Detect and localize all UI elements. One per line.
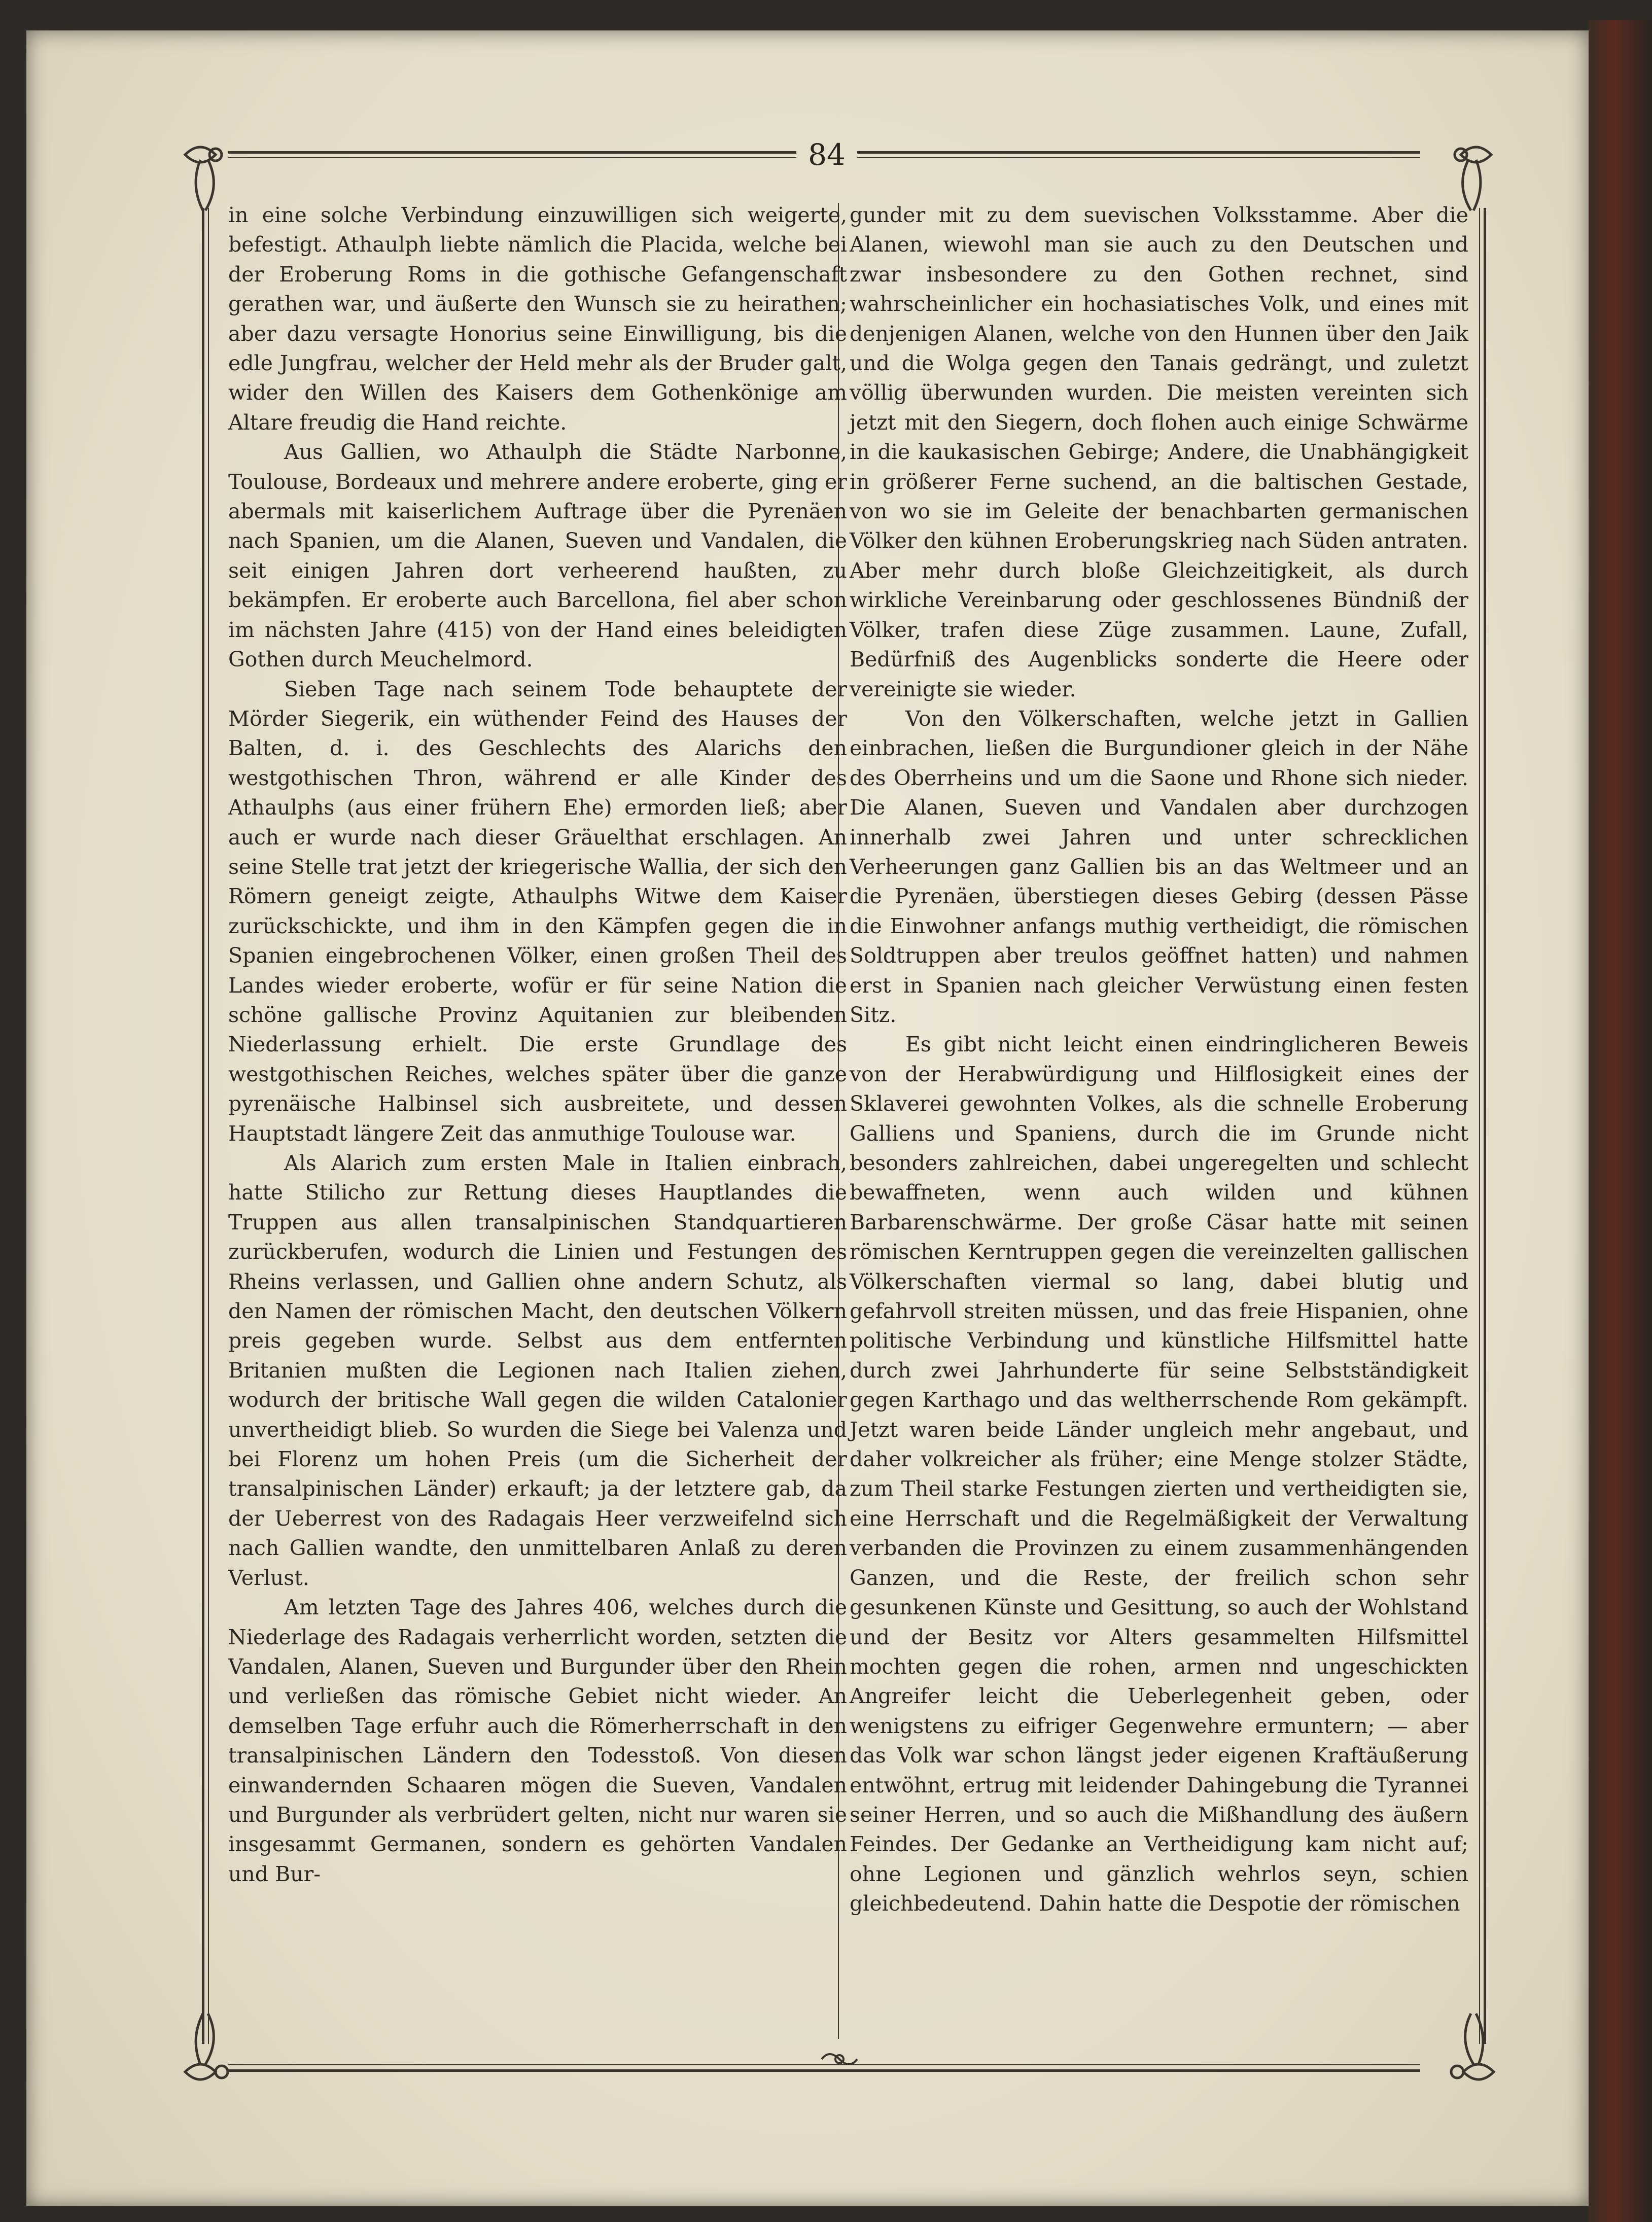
paragraph: Am letzten Tage des Jahres 406, welches durch die Niederlage des Radagais verherrlicht worden, setzten die Vandalen, Alanen, Sueven und Burgunder über den Rhein und verließen das römische Gebiet nicht wieder. An demselben Tage erfuhr auch die Römerherrschaft in den transalpinischen Ländern den Todesstoß. Von diesen einwandernden Schaaren mögen die Sueven, Vandalen und Burgunder als verbrüdert gelten, nicht nur waren sie insgesammt Germanen, sondern es gehörten Vandalen und Bur- <box>228 1595 847 1886</box>
frame-right-rule-thin <box>1479 208 1480 2044</box>
frame-left-rule-thin <box>208 208 209 2044</box>
corner-ornament-bottom-left-icon <box>180 2008 241 2095</box>
right-text-column <box>850 200 1468 1919</box>
paragraph: Als Alarich zum ersten Male in Italien einbrach, hatte Stilicho zur Rettung dieses Hauptlandes die Truppen aus allen transalpinischen Standquartieren zurückberufen, wodurch die Linien und Festungen des Rheins verlassen, und Gallien ohne andern Schutz, als den Namen der römischen Macht, den deutschen Völkern preis gegeben wurde. Selbst aus dem entfernten Britanien mußten die Legionen nach Italien ziehen, wodurch der britische Wall gegen die wilden Catalonier unvertheidigt blieb. So wurden die Siege bei Valenza und bei Florenz um hohen Preis (um die Sicherheit der transalpinischen Länder) erkauft; ja der letztere gab, da der Ueberrest von des Radagais Heer verzweifelnd sich nach Gallien wandte, den unmittelbaren Anlaß zu deren Verlust. <box>228 1151 847 1590</box>
frame-top-rule-left <box>228 151 796 154</box>
paragraph: gunder mit zu dem suevischen Volksstamme. Aber die Alanen, wiewohl man sie auch zu den Deutschen und zwar insbesondere zu den Gothen rechnet, sind wahrscheinlicher ein hochasiatisches Volk, und eines mit denjenigen Alanen, welche von den Hunnen über den Jaik und die Wolga gegen den Tanais gedrängt, und zuletzt völlig überwunden wurden. Die meisten vereinten sich jetzt mit den Siegern, doch flohen auch einige Schwärme in die kaukasischen Gebirge; Andere, die Unabhängigkeit in größerer Ferne suchend, an die baltischen Gestade, von wo sie im Geleite der benachbarten germanischen Völker den kühnen Eroberungskrieg nach Süden antraten. Aber mehr durch bloße Gleichzeitigkeit, als durch wirkliche Vereinbarung oder geschlossenes Bündniß der Völker, trafen diese Züge zusammen. Laune, Zufall, Bedürfniß des Augenblicks sonderte die Heere oder vereinigte sie wieder. <box>850 203 1468 701</box>
frame-top-rule-left-thin <box>228 157 796 158</box>
paragraph: in eine solche Verbindung einzuwilligen sich weigerte, befestigt. Athaulph liebte nämlich die Placida, welche bei der Eroberung Roms in die gothische Gefangenschaft gerathen war, und äußerte den Wunsch sie zu heirathen; aber dazu versagte Honorius seine Einwilligung, bis die edle Jungfrau, welcher der Held mehr als der Bruder galt, wider den Willen des Kaisers dem Gothenkönige am Altare freudig die Hand reichte. <box>228 203 847 435</box>
left-text-column <box>228 200 847 1889</box>
column-divider-ornament-bottom-icon <box>817 2044 862 2074</box>
frame-top-rule-right <box>857 151 1420 154</box>
book-spine-edge <box>1589 20 1652 2222</box>
page-number: 84 <box>808 137 846 172</box>
frame-right-rule <box>1484 208 1486 2044</box>
paragraph: Sieben Tage nach seinem Tode behauptete der Mörder Siegerik, ein wüthender Feind des Hauses der Balten, d. i. des Geschlechts des Alarichs den westgothischen Thron, während er alle Kinder des Athaulphs (aus einer frühern Ehe) ermorden ließ; aber auch er wurde nach dieser Gräuelthat erschlagen. An seine Stelle trat jetzt der kriegerische Wallia, der sich den Römern geneigt zeigte, Athaulphs Witwe dem Kaiser zurückschickte, und ihm in den Kämpfen gegen die in Spanien eingebrochenen Völker, einen großen Theil des Landes wieder eroberte, wofür er für seine Nation die schöne gallische Provinz Aquitanien zur bleibenden Niederlassung erhielt. Die erste Grundlage des westgothischen Reiches, welches später über die ganze pyrenäische Halbinsel sich ausbreitete, und dessen Hauptstadt längere Zeit das anmuthige Toulouse war. <box>228 677 847 1146</box>
corner-ornament-bottom-right-icon <box>1438 2008 1499 2095</box>
paragraph: Von den Völkerschaften, welche jetzt in Gallien einbrachen, ließen die Burgundioner gleich in der Nähe des Oberrheins und um die Saone und Rhone sich nieder. Die Alanen, Sueven und Vandalen aber durchzogen innerhalb zwei Jahren und unter schrecklichen Verheerungen ganz Gallien bis an das Weltmeer und an die Pyrenäen, überstiegen dieses Gebirg (dessen Pässe die Einwohner anfangs muthig vertheidigt, die römischen Soldtruppen aber treulos geöffnet hatten) und nahmen erst in Spanien nach gleicher Verwüstung einen festen Sitz. <box>850 706 1468 1027</box>
corner-ornament-top-left-icon <box>180 129 236 216</box>
paragraph: Aus Gallien, wo Athaulph die Städte Narbonne, Toulouse, Bordeaux und mehrere andere eroberte, ging er abermals mit kaiserlichem Auftrage über die Pyrenäen nach Spanien, um die Alanen, Sueven und Vandalen, die seit einigen Jahren dort verheerend haußten, zu bekämpfen. Er eroberte auch Barcellona, fiel aber schon im nächsten Jahre (415) von der Hand eines beleidigten Gothen durch Meuchelmord. <box>228 440 847 672</box>
frame-top-rule-right-thin <box>857 157 1420 158</box>
paragraph: Es gibt nicht leicht einen eindringlicheren Beweis von der Herabwürdigung und Hilflosigkeit eines der Sklaverei gewohnten Volkes, als die schnelle Eroberung Galliens und Spaniens, durch die im Grunde nicht besonders zahlreichen, dabei ungeregelten und schlecht bewaffneten, wenn auch wilden und kühnen Barbarenschwärme. Der große Cäsar hatte mit seinen römischen Kerntruppen gegen die vereinzelten gallischen Völkerschaften viermal so lang, dabei blutig und gefahrvoll streiten müssen, und das freie Hispanien, ohne politische Verbindung und künstliche Hilfsmittel hatte durch zwei Jahrhunderte für seine Selbstständigkeit gegen Karthago und das weltherrschende Rom gekämpft. Jetzt waren beide Länder ungleich mehr angebaut, und daher volkreicher als früher; eine Menge stolzer Städte, zum Theil starke Festungen zierten und vertheidigten sie, eine Herrschaft und die Regelmäßigkeit der Verwaltung verbanden die Provinzen zu einem zusammenhängenden Ganzen, und die Reste, der freilich schon sehr gesunkenen Künste und Gesittung, so auch der Wohlstand und der Besitz vor Alters gesammelten Hilfsmittel mochten gegen die rohen, armen nnd ungeschickten Angreifer leicht die Ueberlegenheit geben, oder wenigstens zu eifriger Gegenwehre ermuntern; — aber das Volk war schon längst jeder eigenen Kraftäußerung entwöhnt, ertrug mit leidender Dahingebung die Tyrannei seiner Herren, und so auch die Mißhandlung des äußern Feindes. Der Gedanke an Vertheidigung kam nicht auf; ohne Legionen und gänzlich wehrlos seyn, schien gleichbedeutend. Dahin hatte die Despotie der römischen <box>850 1032 1468 1916</box>
frame-left-rule <box>202 208 204 2044</box>
